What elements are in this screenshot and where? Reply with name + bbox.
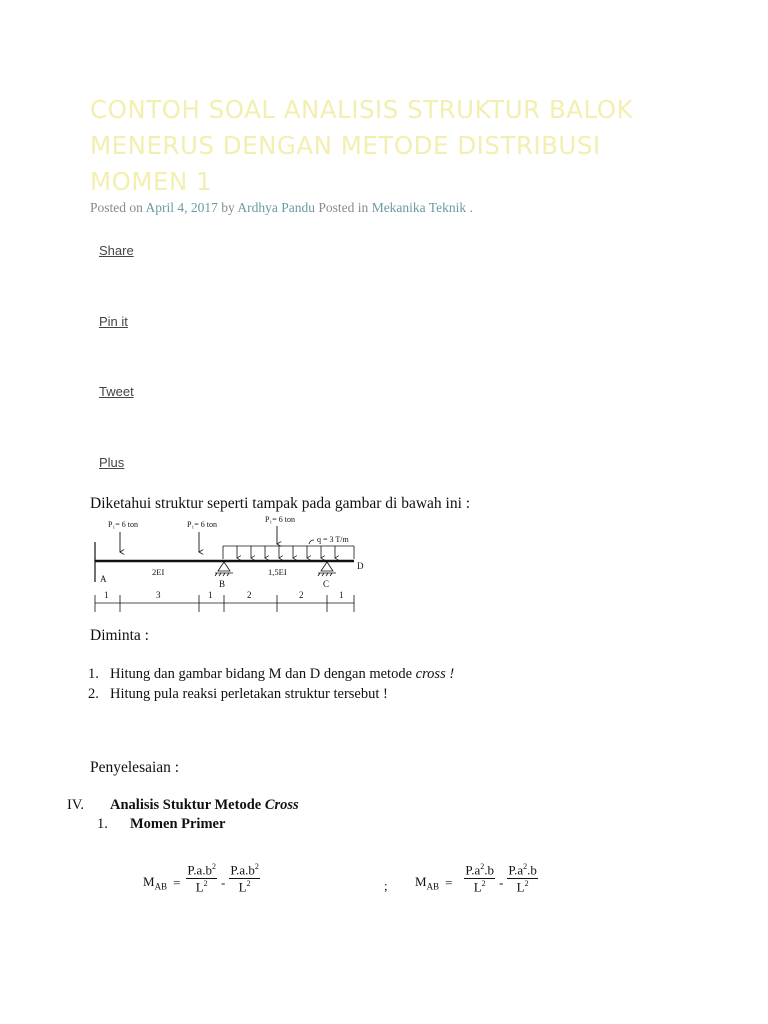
intro-text: Diketahui struktur seperti tampak pada gambar di bawah ini :: [90, 495, 471, 512]
point-c-label: C: [323, 579, 330, 589]
formula-right-eq: =: [445, 874, 453, 890]
dim-5: 2: [299, 590, 304, 600]
category-link[interactable]: Mekanika Teknik: [371, 200, 467, 215]
subsection-number: 1.: [97, 816, 108, 832]
formula-left-op: -: [220, 874, 226, 890]
solution-label: Penyelesaian :: [90, 759, 180, 776]
task-2-text: Hitung pula reaksi perletakan struktur tersebut !: [110, 686, 388, 702]
formula-left-lhs: M: [143, 874, 155, 890]
rfrac1-numerator: P.a: [465, 862, 481, 878]
beam-diagram: [88, 512, 380, 620]
formula-right-frac2: [507, 862, 538, 896]
tweet-link[interactable]: Tweet: [99, 384, 134, 399]
rfrac2-numerator: P.a: [508, 862, 524, 878]
frac2-denominator: L: [238, 879, 247, 895]
plus-link[interactable]: Plus: [99, 455, 125, 470]
dim-1: 1: [104, 590, 109, 600]
posted-in-label: Posted in: [318, 200, 369, 215]
rfrac1-denominator: L: [473, 879, 482, 895]
dim-3: 1: [208, 590, 213, 600]
task-1-emphasis: cross !: [415, 666, 455, 682]
formula-left-frac2: [229, 862, 260, 896]
rfrac2-num-sup: 2: [523, 862, 528, 871]
rfrac1-den-sup: 2: [481, 879, 486, 889]
post-title: CONTOH SOAL ANALISIS STRUKTUR BALOK MENERUS DENGAN METODE DISTRIBUSI MOMEN 1: [90, 95, 634, 196]
share-link[interactable]: Share: [99, 243, 134, 258]
support-c: [318, 562, 336, 576]
task-2-number: 2.: [88, 686, 99, 702]
dim-2: 3: [156, 590, 161, 600]
task-1-text: Hitung dan gambar bidang M dan D dengan metode: [110, 666, 416, 682]
point-load-1-label: P₁= 6 ton: [108, 520, 138, 529]
formula-right-op: -: [498, 874, 504, 890]
frac1-denominator: L: [195, 879, 204, 895]
subsection-heading: [97, 816, 225, 833]
formula-left-frac1: [186, 862, 217, 896]
frac2-den-sup: 2: [246, 879, 251, 889]
rfrac2-den-sup: 2: [524, 879, 529, 889]
meta-end: .: [469, 200, 473, 215]
author-link[interactable]: Ardhya Pandu: [237, 200, 316, 215]
rfrac2-numerator-tail: .b: [527, 862, 537, 878]
point-d-label: D: [357, 561, 364, 571]
post-date-link[interactable]: April 4, 2017: [145, 200, 218, 215]
section-title-emphasis: Cross: [264, 797, 299, 813]
formula-right-sub: AB: [426, 881, 440, 892]
frac2-num-sup: 2: [254, 862, 259, 871]
dim-4: 2: [247, 590, 252, 600]
point-a-label: A: [100, 574, 107, 584]
formula-right-frac1: [464, 862, 495, 896]
rfrac1-numerator-tail: .b: [484, 862, 494, 878]
formula-separator: ;: [384, 878, 388, 893]
list-item: [88, 664, 454, 684]
formula-right-lhs: M: [415, 874, 427, 890]
rfrac1-num-sup: 2: [480, 862, 485, 871]
frac1-num-sup: 2: [211, 862, 216, 871]
dim-6: 1: [339, 590, 344, 600]
pin-it-link[interactable]: Pin it: [99, 314, 128, 329]
list-item: [88, 684, 454, 704]
task-list: [88, 664, 454, 704]
stiffness-bc: 1,5EI: [268, 567, 287, 577]
rfrac2-denominator: L: [516, 879, 525, 895]
point-b-label: B: [219, 579, 226, 589]
subsection-title: Momen Primer: [130, 816, 226, 832]
posted-on-label: Posted on: [90, 200, 143, 215]
point-load-3-label: P₁= 6 ton: [265, 515, 295, 524]
formula-left: [143, 862, 260, 896]
frac1-numerator: P.a.b: [187, 862, 212, 878]
point-load-2-label: P₁= 6 ton: [187, 520, 217, 529]
section-heading: [67, 797, 299, 814]
dimension-line: [95, 595, 354, 612]
formula-right: [415, 862, 538, 896]
section-number: IV.: [67, 797, 85, 813]
post-meta: [90, 200, 473, 216]
section-title: Analisis Stuktur Metode: [110, 797, 265, 813]
support-b: [215, 562, 233, 576]
asked-label: Diminta :: [90, 627, 149, 644]
frac1-den-sup: 2: [203, 879, 208, 889]
frac2-numerator: P.a.b: [230, 862, 255, 878]
formula-left-eq: =: [173, 874, 181, 890]
task-1-number: 1.: [88, 666, 99, 682]
distributed-load-label: q = 3 T/m: [317, 535, 349, 544]
formula-left-sub: AB: [154, 881, 168, 892]
by-label: by: [221, 200, 235, 215]
stiffness-ab: 2EI: [152, 567, 165, 577]
